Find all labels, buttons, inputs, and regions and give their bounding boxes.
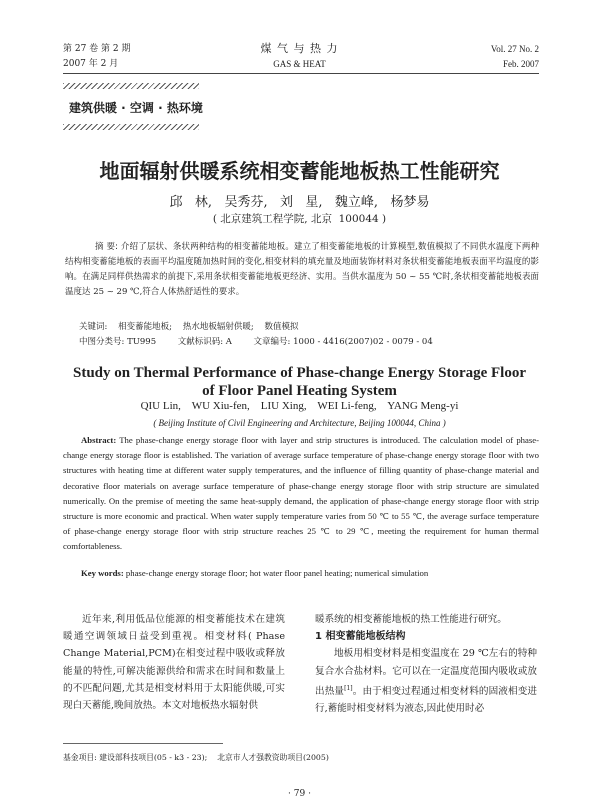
header-volume-cn: 第 27 卷 第 2 期 [63, 44, 131, 54]
authors-cn: 邱 林, 吴秀芬, 刘 星, 魏立峰, 杨梦易 [169, 195, 430, 210]
abstract-cn [65, 240, 539, 300]
body-text: 地板用相变材料是相变温度在 29 ℃左右的特种复合水合盐材料。它可以在一定温度范围内吸收或放出热量 [315, 648, 537, 697]
page-number: · 79 · [288, 789, 311, 799]
keywords-en-lead: Key words: [81, 568, 124, 578]
abstract-en [63, 433, 539, 555]
title-cn: 地面辐射供暖系统相变蓄能地板热工性能研究 [99, 159, 500, 183]
section-heading: 1 相变蓄能地板结构 [315, 631, 406, 643]
keywords-en [63, 566, 539, 581]
header-rule [63, 73, 539, 74]
title-en-line2: of Floor Panel Heating System [202, 383, 397, 399]
header-journal-en: GAS & HEAT [273, 59, 326, 69]
section-label-box [63, 83, 203, 132]
affiliation-cn: ( 北京建筑工程学院, 北京 100044 ) [212, 213, 387, 225]
decorative-border-bottom [63, 124, 199, 130]
keywords-en-text: phase-change energy storage floor; hot water floor panel heating; numerical simulation [125, 568, 429, 578]
body-text: 。由于相变过程通过相变材料的固液相变进行,蓄能时相变材料为液态,因此使用时必 [315, 686, 538, 715]
body-paragraph: 暖系统的相变蓄能地板的热工性能进行研究。 [315, 614, 507, 625]
citation-ref: [1] [344, 684, 353, 692]
body-column-right [315, 611, 537, 717]
header-journal-cn: 煤 气 与 热 力 [260, 42, 339, 55]
header-date-cn: 2007 年 2 月 [63, 59, 119, 69]
header-volume-en: Vol. 27 No. 2 [490, 44, 539, 54]
authors-en: QIU Lin, WU Xiu-fen, LIU Xing, WEI Li-feng, YANG Meng-yi [140, 400, 459, 412]
footnote-rule [63, 743, 223, 744]
abstract-cn-lead: 摘 要: [95, 242, 119, 252]
classification-cn: 中图分类号: TU995 文献标识码: A 文章编号: 1000 - 4416(2007)02 - 0079 - 04 [79, 337, 433, 347]
abstract-en-lead: Abstract: [81, 435, 117, 445]
body-column-left [63, 611, 285, 714]
body-paragraph: 近年来,利用低品位能源的相变蓄能技术在建筑暖通空调领域日益受到重视。相变材料( Phase Change Material,PCM)在相变过程中吸收或释放能量的特性,可解决能源供给和需求在时间和数量上的不匹配问题,尤其是相变材料用于太阳能供暖,可实现白天蓄能,晚间放热。本文对地板热水辐射供 [63, 614, 285, 712]
decorative-border-top [63, 83, 199, 89]
section-label: 建筑供暖 · 空调 · 热环境 [69, 101, 203, 115]
footnote: 基金项目: 建设部科技项目(05 - k3 - 23); 北京市人才强教资助项目(2005) [63, 753, 329, 762]
header-date-en: Feb. 2007 [503, 59, 539, 69]
affiliation-en: ( Beijing Institute of Civil Engineering and Architecture, Beijing 100044, China ) [153, 418, 446, 428]
abstract-cn-text: 介绍了层状、条状两种结构的相变蓄能地板。建立了相变蓄能地板的计算模型,数值模拟了不同供水温度下两种结构相变蓄能地板的表面平均温度随加热时间的变化,相变材料的填充量及地面装饰材料对条状相变蓄能地板表面平均温度的影响。在满足同样供热需求的前提下,采用条状相变蓄能地板更经济、实用。当供水温度为 50 ~ 55 ℃时,条状相变蓄能地板表面温度达 25 ~ 29 ℃,符合人体热舒适性的要求。 [65, 242, 539, 297]
title-en-line1: Study on Thermal Performance of Phase-change Energy Storage Floor [73, 365, 526, 381]
keywords-cn: 关键词: 相变蓄能地板; 热水地板辐射供暖; 数值模拟 [79, 322, 299, 332]
abstract-en-text: The phase-change energy storage floor with layer and strip structures is introduced. The calculation model of phase-change energy storage floor is established. The variation of average surface temperature of phase-change energy storage floor with two structures with heating time at different water supply temperatures, and the influence of filling quantity of phase-change material and decorative floor materials on average surface temperature of phase-change energy storage floor with strip structure are simulated numerically. On the premise of meeting the same heat-supply demand, the application of phase-change energy storage floor with strip structure is more economic and practical. When water supply temperature varies from 50 ℃ to 55 ℃, the average surface temperature of phase-change energy storage floor with strip structure reaches 25 ℃ to 29 ℃, meeting the requirement for human thermal comfortableness. [63, 435, 539, 552]
body-paragraph [315, 645, 537, 717]
